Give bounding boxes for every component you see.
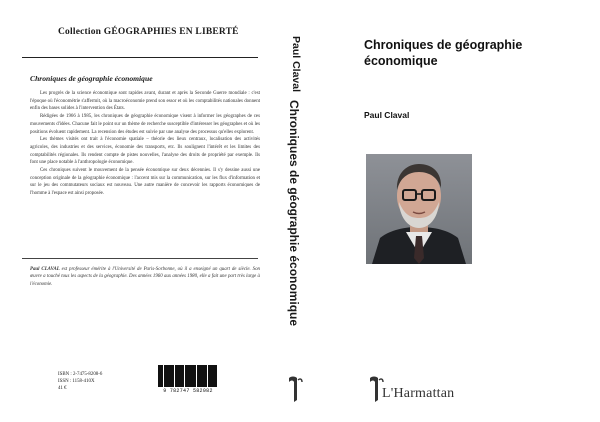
spine-author: [286, 36, 304, 93]
spine-title: [283, 100, 305, 350]
spine-author-text: Paul Claval: [290, 36, 302, 93]
barcode-number: 9 782747 582082: [163, 388, 213, 394]
blurb: [30, 90, 260, 198]
blurb-paragraph: Rédigées de 1966 à 1985, les chroniques de géographie économique visent à informer les géographes de ces mouvements d'idées. Chacune fait le point sur un thème de recherche susceptible d'intéresser les géographes et où les positions évoluent rapidement. La recension des études est suivie par une analyse des processus qu'elles explorent.: [30, 114, 260, 135]
publisher-logo: [366, 374, 466, 408]
price-line: 41 €: [58, 386, 67, 392]
back-cover-title: Chroniques de géographie économique: [30, 74, 153, 83]
front-title-line: économique: [364, 54, 438, 68]
blurb-paragraph: Ces chroniques suivent le mouvement de la pensée économique sur deux décennies. Il s'y dessine aussi une conception originale de la géographie économique : l'accent mis sur la communication, sur les flux d'information et sur le jeu des commutateurs sociaux est nouveau. Une autre manière de concevoir les rapports économiques de l'homme à l'espace est ainsi proposée.: [30, 168, 260, 197]
isbn-line: ISBN : 2-7475-8208-6: [58, 372, 103, 377]
front-author: Paul Claval: [364, 110, 410, 120]
front-title-line: Chroniques de géographie: [364, 38, 523, 52]
barcode-bars: [158, 365, 218, 387]
bio-author-name: Paul CLAVAL: [30, 267, 60, 272]
isbn-block: [58, 371, 102, 393]
barcode: [158, 365, 218, 395]
front-title: [364, 37, 584, 69]
author-bio: [30, 266, 260, 288]
spine-title-text: Chroniques de géographie économique: [287, 100, 301, 327]
author-photo: [366, 154, 472, 264]
blurb-paragraph: Les progrès de la science économique sont rapides avant, durant et après la Seconde Guerre mondiale : c'est l'époque où l'économétrie s'affermit, où la macroéconomie prend son essor et où les comptabilités nationales donnent enfin des bases solides à l'intervention des États.: [30, 91, 260, 112]
barcode-bar: [216, 365, 217, 387]
divider: [22, 57, 258, 58]
blurb-paragraph: Les thèmes visités ont trait à l'économie spatiale – théorie des lieux centraux, localisation des activités agricoles, des industries et des services, économie des transports, etc. Ils soulignent l'intérêt et les limites des comptabilités régionales. Ils rendent compte de pistes nouvelles, l'analyse des droits de propriété par exemple. Ils font une place notable à l'anthropologie économique.: [30, 137, 260, 166]
publisher-name: L'Harmattan: [382, 386, 455, 401]
bio-text: est professeur émérite à l'Université de Paris-Sorbonne, où il a enseigné un quart de siècle. Son œuvre a touché tous les aspects de la géographie. Des années 1960 aux années 1980, elle a fait une part très large à l'économie.: [30, 267, 261, 287]
divider: [22, 258, 258, 259]
collection-name: Collection GÉOGRAPHIES EN LIBERTÉ: [58, 27, 239, 37]
back-cover: [0, 0, 268, 422]
front-cover: [322, 0, 600, 422]
publisher-logo-icon: [285, 374, 305, 404]
issn-line: ISSN : 1158-410X: [58, 379, 95, 385]
